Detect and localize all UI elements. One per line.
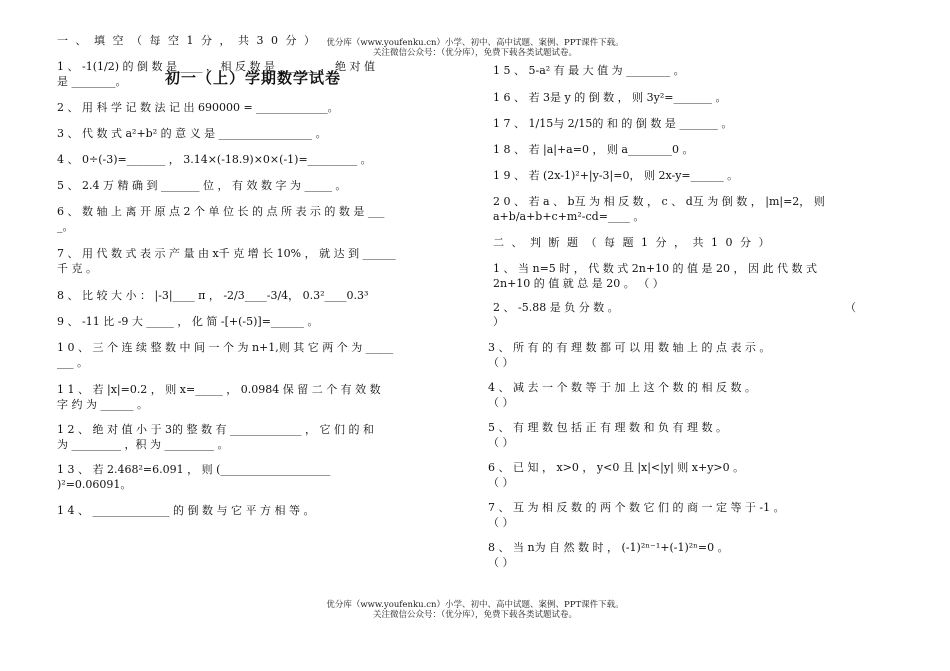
question-9: 9 、 -11 比 -9 大 _____ ， 化 简 -[+(-5)]=______ 。 (57, 315, 319, 328)
question-3: 3 、 代 数 式 a²+b² 的 意 义 是 _________________ 。 (57, 127, 327, 140)
exam-title: 初一（上）学期数学试卷 (165, 69, 342, 87)
question-11-line-1: 1 1 、 若 |x|=0.2 ， 则 x=_____ ， 0.0984 保 留 二 个 有 效 数 (57, 383, 381, 396)
judge-8-line-1: 8 、 当 n为 自 然 数 时 ， (-1)²ⁿ⁻¹+(-1)²ⁿ=0 。 (488, 541, 729, 554)
footer-line-1: 优分库（www.youfenku.cn）小学、初中、高中试题、案例、PPT课件下载。 (326, 600, 624, 610)
judge-6-line-1: 6 、 已 知 ， x>0 ， y<0 且 |x|<|y| 则 x+y>0 。 (488, 461, 745, 474)
question-17: 1 7 、 1/15与 2/15的 和 的 倒 数 是 _______ 。 (493, 117, 733, 130)
section-2-heading: 二 、 判 断 题 （ 每 题 1 分 ， 共 1 0 分 ） (493, 236, 772, 249)
question-8: 8 、 比 较 大 小 ： |-3|____ π ， -2/3____-3/4， 0.3²____0.3³ (57, 289, 369, 302)
judge-8-answer: （ ） (488, 556, 514, 569)
judge-1-line-1: 1 、 当 n=5 时 ， 代 数 式 2n+10 的 值 是 20 ， 因 此 代 数 式 (493, 262, 818, 275)
question-13-line-1: 1 3 、 若 2.468²=6.091 ， 则 (____________________ (57, 463, 331, 476)
question-10-line-2: ___ 。 (57, 356, 88, 369)
question-12-line-2: 为 _________ ，积 为 _________ 。 (57, 438, 229, 451)
judge-2-line-1: 2 、 -5.88 是 负 分 数 。 (493, 301, 619, 314)
question-19: 1 9 、 若 (2x-1)²+|y-3|=0， 则 2x-y=______ 。 (493, 169, 739, 182)
judge-7-line-1: 7 、 互 为 相 反 数 的 两 个 数 它 们 的 商 一 定 等 于 -1 。 (488, 501, 785, 514)
question-2: 2 、 用 科 学 记 数 法 记 出 690000 = _____________。 (57, 101, 339, 114)
question-5: 5 、 2.4 万 精 确 到 _______ 位 ， 有 效 数 字 为 _____ 。 (57, 179, 347, 192)
judge-5-answer: （ ） (488, 436, 514, 449)
page-footer (0, 600, 950, 620)
question-12-line-1: 1 2 、 绝 对 值 小 于 3的 整 数 有 _____________ ， 它 们 的 和 (57, 423, 374, 436)
footer-line-2: 关注微信公众号：（优分库），免费下载各类试题试卷。 (372, 610, 577, 620)
section-1-heading: 一 、 填 空 （ 每 空 1 分 ， 共 3 0 分 ） (57, 34, 317, 47)
judge-6-answer: （ ） (488, 476, 514, 489)
question-7-line-1: 7 、 用 代 数 式 表 示 产 量 由 x千 克 增 长 10% ， 就 达 到 ______ (57, 247, 396, 260)
question-13-line-2: )²=0.06091。 (57, 478, 132, 491)
question-1-line-1: 1 、 -1(1/2) 的 倒 数 是 ____ ， 相 反 数 是 _______ ， 绝 对 值 (57, 60, 375, 73)
judge-1-line-2: 2n+10 的 值 就 总 是 20 。 （ ） (493, 277, 664, 290)
judge-3-line-1: 3 、 所 有 的 有 理 数 都 可 以 用 数 轴 上 的 点 表 示 。 (488, 341, 771, 354)
question-10-line-1: 1 0 、 三 个 连 续 整 数 中 间 一 个 为 n+1,则 其 它 两 个 为 _____ (57, 341, 394, 354)
question-6-line-2: _。 (57, 220, 74, 233)
judge-7-answer: （ ） (488, 516, 514, 529)
question-16: 1 6 、 若 3是 y 的 倒 数 ， 则 3y²=_______ 。 (493, 91, 727, 104)
judge-4-answer: （ ） (488, 396, 514, 409)
header-line-2: 关注微信公众号：（优分库），免费下载各类试题试卷。 (372, 48, 577, 58)
question-15: 1 5 、 5-a² 有 最 大 值 为 ________ 。 (493, 64, 685, 77)
question-11-line-2: 字 约 为 ______ 。 (57, 398, 148, 411)
question-18: 1 8 、 若 |a|+a=0 ， 则 a________0 。 (493, 143, 694, 156)
judge-2-bracket-open: （ (845, 301, 856, 314)
header-line-1: 优分库（www.youfenku.cn）小学、初中、高中试题、案例、PPT课件下载。 (326, 38, 624, 48)
question-6-line-1: 6 、 数 轴 上 离 开 原 点 2 个 单 位 长 的 点 所 表 示 的 数 是 ___ (57, 205, 385, 218)
judge-3-answer: （ ） (488, 356, 514, 369)
judge-2-bracket-close: ） (493, 315, 504, 328)
question-20-line-1: 2 0 、 若 a 、 b互 为 相 反 数 ， c 、 d互 为 倒 数 ， |m|=2， 则 (493, 195, 825, 208)
judge-5-line-1: 5 、 有 理 数 包 括 正 有 理 数 和 负 有 理 数 。 (488, 421, 727, 434)
question-4: 4 、 0÷(-3)=_______ ， 3.14×(-18.9)×0×(-1)=_________ 。 (57, 153, 372, 166)
question-1-line-2: 是 ________。 (57, 75, 127, 88)
question-20-line-2: a+b/a+b+c+m²-cd=____ 。 (493, 210, 645, 223)
question-7-line-2: 千 克 。 (57, 262, 97, 275)
question-14: 1 4 、 ______________ 的 倒 数 与 它 平 方 相 等 。 (57, 504, 315, 517)
judge-4-line-1: 4 、 减 去 一 个 数 等 于 加 上 这 个 数 的 相 反 数 。 (488, 381, 756, 394)
